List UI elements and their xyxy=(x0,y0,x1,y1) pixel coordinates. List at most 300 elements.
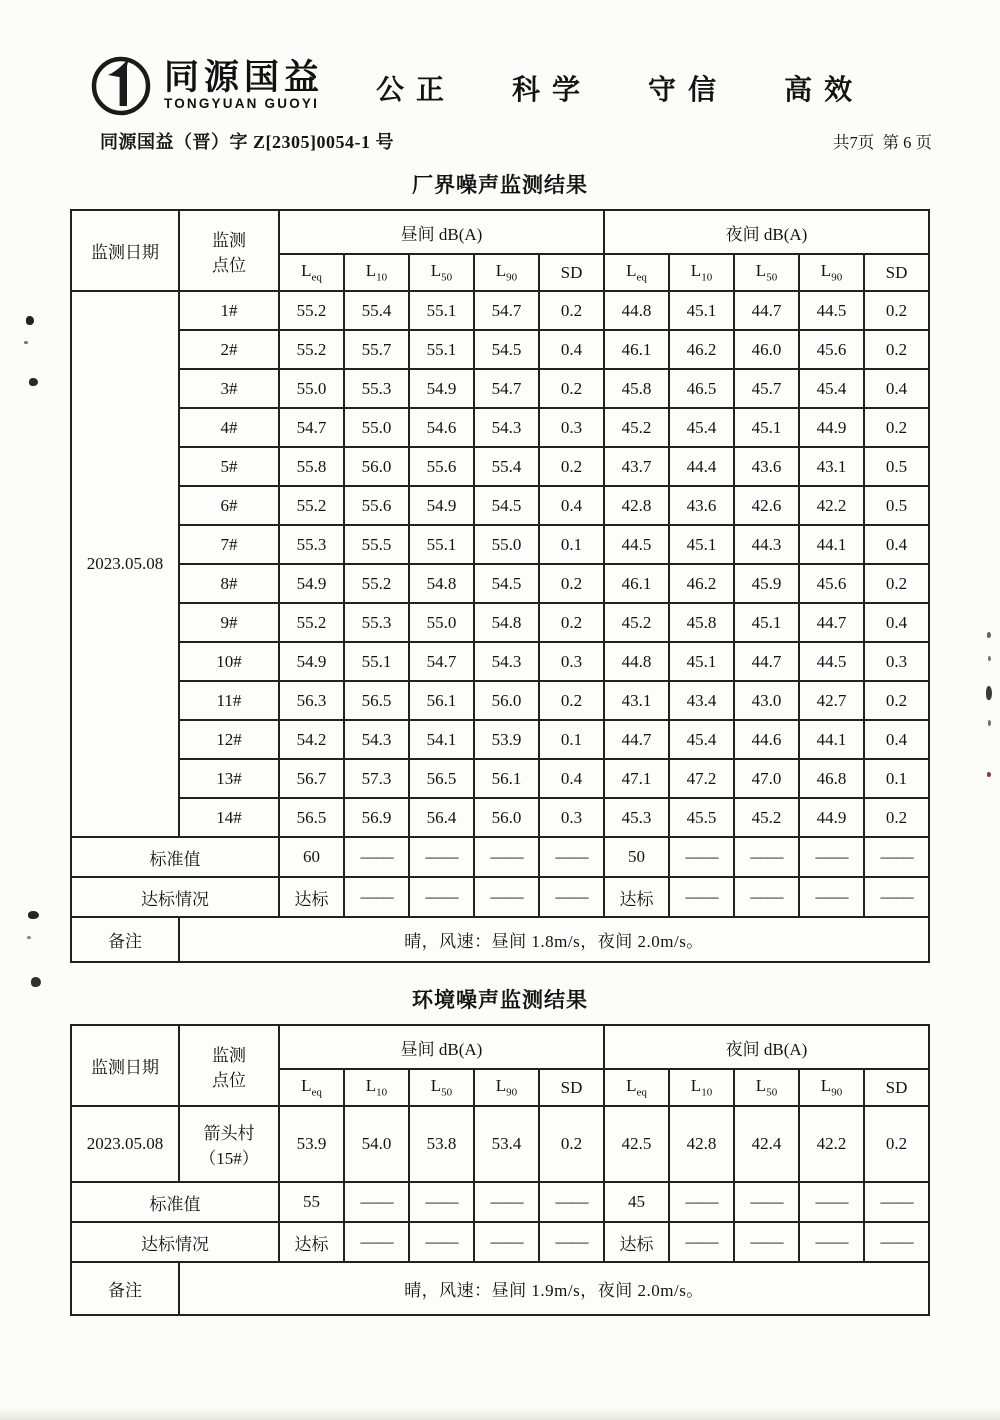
scan-artifact xyxy=(29,378,38,386)
cell-point xyxy=(179,291,279,330)
cell-night-value: 45.2 xyxy=(734,798,799,837)
header-metric: SD xyxy=(539,254,604,291)
cell-day-value: 53.9 xyxy=(279,1106,344,1182)
cell-point-line: 9# xyxy=(220,612,238,632)
cell-night-value: 42.2 xyxy=(799,486,864,525)
cell-night-value: 45.6 xyxy=(799,564,864,603)
cell-day-value: 55.1 xyxy=(409,291,474,330)
standard-value: —— xyxy=(539,837,604,877)
cell-day-value: 56.0 xyxy=(344,447,409,486)
cell-night-value: 42.5 xyxy=(604,1106,669,1182)
compliance-value: —— xyxy=(799,1222,864,1262)
header-point xyxy=(179,210,279,291)
compliance-value: 达标 xyxy=(604,1222,669,1262)
cell-night-value: 44.1 xyxy=(799,720,864,759)
scan-artifact xyxy=(27,936,31,939)
header-point-line: 点位 xyxy=(211,255,246,275)
table-row xyxy=(71,720,929,759)
compliance-value: —— xyxy=(344,1222,409,1262)
factory-noise-table xyxy=(70,209,930,963)
table-row xyxy=(71,681,929,720)
cell-day-value: 54.6 xyxy=(409,408,474,447)
cell-day-value: 0.2 xyxy=(539,369,604,408)
cell-night-value: 45.8 xyxy=(604,369,669,408)
table-row xyxy=(71,603,929,642)
cell-night-value: 46.8 xyxy=(799,759,864,798)
table-row xyxy=(71,759,929,798)
cell-night-value: 45.1 xyxy=(669,525,734,564)
header-metric: SD xyxy=(864,1069,929,1106)
cell-point-line: 7# xyxy=(220,534,238,554)
cell-night-value: 44.4 xyxy=(669,447,734,486)
table-row xyxy=(71,291,929,330)
cell-night-value: 46.2 xyxy=(669,564,734,603)
document-number: 同源国益（晋）字 Z[2305]0054-1 号 xyxy=(100,132,394,152)
standard-value: —— xyxy=(344,1182,409,1222)
cell-point xyxy=(179,525,279,564)
standard-value: —— xyxy=(864,1182,929,1222)
cell-day-value: 55.0 xyxy=(409,603,474,642)
standard-value: —— xyxy=(864,837,929,877)
cell-night-value: 46.1 xyxy=(604,330,669,369)
header-point-line: 监测 xyxy=(211,230,246,250)
cell-night-value: 45.4 xyxy=(799,369,864,408)
cell-day-value: 0.2 xyxy=(539,447,604,486)
standard-value: —— xyxy=(539,1182,604,1222)
header-metric: $L_{90}$ xyxy=(474,254,539,291)
cell-night-value: 47.1 xyxy=(604,759,669,798)
remark-text: 晴，风速：昼间 1.9m/s，夜间 2.0m/s。 xyxy=(179,1262,929,1315)
cell-night-value: 42.2 xyxy=(799,1106,864,1182)
scan-artifact xyxy=(986,686,992,700)
cell-point-line: 5# xyxy=(220,456,238,476)
cell-day-value: 55.4 xyxy=(474,447,539,486)
cell-night-value: 44.6 xyxy=(734,720,799,759)
compliance-value: —— xyxy=(734,877,799,917)
cell-night-value: 45.1 xyxy=(734,408,799,447)
scan-artifact xyxy=(28,911,39,919)
cell-night-value: 42.8 xyxy=(604,486,669,525)
cell-day-value: 0.2 xyxy=(539,564,604,603)
cell-day-value: 54.3 xyxy=(474,642,539,681)
doc-info-row xyxy=(0,118,1000,154)
cell-day-value: 56.1 xyxy=(409,681,474,720)
header-metric: $L_{eq}$ xyxy=(279,1069,344,1106)
cell-night-value: 0.2 xyxy=(864,291,929,330)
remark-row xyxy=(71,1262,929,1315)
compliance-value: —— xyxy=(409,1222,474,1262)
cell-date: 2023.05.08 xyxy=(71,1106,179,1182)
cell-night-value: 47.2 xyxy=(669,759,734,798)
standard-value: 45 xyxy=(604,1182,669,1222)
standard-value: —— xyxy=(669,837,734,877)
cell-night-value: 43.6 xyxy=(734,447,799,486)
cell-point-line: 1# xyxy=(220,300,238,320)
cell-day-value: 55.7 xyxy=(344,330,409,369)
cell-day-value: 56.9 xyxy=(344,798,409,837)
header-metric: $L_{eq}$ xyxy=(604,1069,669,1106)
cell-point xyxy=(179,720,279,759)
standard-value: 55 xyxy=(279,1182,344,1222)
factory-noise-title: 厂界噪声监测结果 xyxy=(412,173,588,197)
cell-night-value: 44.7 xyxy=(799,603,864,642)
cell-point xyxy=(179,486,279,525)
cell-night-value: 0.2 xyxy=(864,798,929,837)
header-point xyxy=(179,1025,279,1106)
compliance-value: —— xyxy=(669,877,734,917)
cell-night-value: 42.6 xyxy=(734,486,799,525)
cell-day-value: 53.4 xyxy=(474,1106,539,1182)
cell-day-value: 56.5 xyxy=(344,681,409,720)
scan-edge-band xyxy=(0,1408,1000,1420)
cell-day-value: 54.9 xyxy=(409,486,474,525)
table-header-row xyxy=(71,210,929,254)
cell-night-value: 45.2 xyxy=(604,408,669,447)
slogan xyxy=(376,68,864,108)
cell-day-value: 53.9 xyxy=(474,720,539,759)
cell-point xyxy=(179,369,279,408)
company-name-zh: 同源国益 xyxy=(164,57,325,97)
scan-artifact xyxy=(26,316,34,325)
header-metric: $L_{10}$ xyxy=(669,1069,734,1106)
scan-artifact xyxy=(988,656,991,661)
company-logo-icon xyxy=(88,52,154,118)
header-metric: SD xyxy=(864,254,929,291)
header-metric: $L_{90}$ xyxy=(799,1069,864,1106)
cell-night-value: 45.1 xyxy=(669,642,734,681)
cell-night-value: 0.2 xyxy=(864,1106,929,1182)
cell-day-value: 55.0 xyxy=(474,525,539,564)
cell-point xyxy=(179,759,279,798)
header-metric: $L_{eq}$ xyxy=(279,254,344,291)
header-day-group: 昼间 dB(A) xyxy=(279,1025,604,1069)
cell-day-value: 0.2 xyxy=(539,681,604,720)
cell-night-value: 0.4 xyxy=(864,525,929,564)
cell-day-value: 55.2 xyxy=(279,330,344,369)
report-header xyxy=(0,0,1000,118)
cell-day-value: 55.2 xyxy=(344,564,409,603)
cell-night-value: 44.9 xyxy=(799,408,864,447)
standard-value: —— xyxy=(474,837,539,877)
cell-night-value: 43.6 xyxy=(669,486,734,525)
slogan-item: 科学 xyxy=(512,75,593,106)
cell-night-value: 45.1 xyxy=(734,603,799,642)
cell-night-value: 45.9 xyxy=(734,564,799,603)
cell-day-value: 0.3 xyxy=(539,798,604,837)
cell-day-value: 55.1 xyxy=(409,330,474,369)
ambient-noise-title: 环境噪声监测结果 xyxy=(412,988,588,1012)
cell-day-value: 57.3 xyxy=(344,759,409,798)
compliance-value: —— xyxy=(539,1222,604,1262)
standard-value: 50 xyxy=(604,837,669,877)
cell-day-value: 0.1 xyxy=(539,720,604,759)
header-point-line: 点位 xyxy=(211,1070,246,1090)
header-night-group: 夜间 dB(A) xyxy=(604,1025,929,1069)
cell-night-value: 45.5 xyxy=(669,798,734,837)
cell-day-value: 54.5 xyxy=(474,564,539,603)
cell-night-value: 45.3 xyxy=(604,798,669,837)
cell-point xyxy=(179,681,279,720)
slogan-item: 守信 xyxy=(648,75,729,106)
remark-row xyxy=(71,917,929,962)
logo-text xyxy=(164,57,325,111)
cell-night-value: 43.1 xyxy=(604,681,669,720)
table-row xyxy=(71,486,929,525)
cell-night-value: 0.1 xyxy=(864,759,929,798)
cell-night-value: 0.2 xyxy=(864,564,929,603)
cell-point-line: 2# xyxy=(220,339,238,359)
compliance-value: —— xyxy=(799,877,864,917)
standard-value: —— xyxy=(409,837,474,877)
scan-artifact xyxy=(31,977,41,987)
cell-day-value: 55.8 xyxy=(279,447,344,486)
table-row xyxy=(71,447,929,486)
page-number: 共7页 第 6 页 xyxy=(833,133,932,152)
cell-day-value: 0.3 xyxy=(539,408,604,447)
cell-point-line: 3# xyxy=(220,378,238,398)
cell-night-value: 46.0 xyxy=(734,330,799,369)
table-row xyxy=(71,369,929,408)
cell-night-value: 44.9 xyxy=(799,798,864,837)
standard-row xyxy=(71,1182,929,1222)
cell-day-value: 0.4 xyxy=(539,759,604,798)
ambient-noise-table xyxy=(70,1024,930,1316)
cell-day-value: 0.2 xyxy=(539,603,604,642)
compliance-value: —— xyxy=(474,1222,539,1262)
standard-value: —— xyxy=(409,1182,474,1222)
remark-label: 备注 xyxy=(71,917,179,962)
cell-point xyxy=(179,330,279,369)
table-row xyxy=(71,330,929,369)
cell-day-value: 54.3 xyxy=(344,720,409,759)
cell-day-value: 55.4 xyxy=(344,291,409,330)
cell-night-value: 0.4 xyxy=(864,603,929,642)
cell-day-value: 54.0 xyxy=(344,1106,409,1182)
header-day-group: 昼间 dB(A) xyxy=(279,210,604,254)
standard-value: —— xyxy=(669,1182,734,1222)
compliance-value: —— xyxy=(409,877,474,917)
header-metric: $L_{10}$ xyxy=(669,254,734,291)
cell-day-value: 55.6 xyxy=(344,486,409,525)
compliance-value: —— xyxy=(669,1222,734,1262)
header-date: 监测日期 xyxy=(71,1025,179,1106)
standard-label: 标准值 xyxy=(71,837,279,877)
standard-value: —— xyxy=(799,837,864,877)
cell-day-value: 55.2 xyxy=(279,486,344,525)
cell-day-value: 56.3 xyxy=(279,681,344,720)
standard-value: —— xyxy=(474,1182,539,1222)
cell-night-value: 46.5 xyxy=(669,369,734,408)
cell-night-value: 44.3 xyxy=(734,525,799,564)
cell-day-value: 0.2 xyxy=(539,1106,604,1182)
compliance-value: —— xyxy=(539,877,604,917)
table-row xyxy=(71,642,929,681)
cell-day-value: 54.8 xyxy=(409,564,474,603)
cell-day-value: 0.4 xyxy=(539,330,604,369)
cell-night-value: 43.1 xyxy=(799,447,864,486)
cell-night-value: 43.0 xyxy=(734,681,799,720)
cell-night-value: 45.4 xyxy=(669,720,734,759)
brand xyxy=(88,52,324,118)
cell-day-value: 54.9 xyxy=(279,642,344,681)
header-night-group: 夜间 dB(A) xyxy=(604,210,929,254)
compliance-value: —— xyxy=(474,877,539,917)
cell-day-value: 56.4 xyxy=(409,798,474,837)
cell-point xyxy=(179,603,279,642)
cell-night-value: 44.5 xyxy=(799,642,864,681)
cell-day-value: 55.0 xyxy=(279,369,344,408)
cell-day-value: 54.9 xyxy=(409,369,474,408)
standard-value: —— xyxy=(799,1182,864,1222)
cell-day-value: 56.5 xyxy=(279,798,344,837)
cell-night-value: 0.4 xyxy=(864,720,929,759)
cell-day-value: 56.5 xyxy=(409,759,474,798)
cell-day-value: 55.3 xyxy=(279,525,344,564)
cell-day-value: 0.2 xyxy=(539,291,604,330)
compliance-value: 达标 xyxy=(604,877,669,917)
cell-day-value: 0.4 xyxy=(539,486,604,525)
header-date: 监测日期 xyxy=(71,210,179,291)
cell-day-value: 54.1 xyxy=(409,720,474,759)
cell-night-value: 45.6 xyxy=(799,330,864,369)
compliance-value: 达标 xyxy=(279,877,344,917)
standard-value: 60 xyxy=(279,837,344,877)
scan-artifact xyxy=(987,772,991,777)
cell-day-value: 56.7 xyxy=(279,759,344,798)
remark-label: 备注 xyxy=(71,1262,179,1315)
cell-day-value: 56.0 xyxy=(474,798,539,837)
cell-night-value: 47.0 xyxy=(734,759,799,798)
compliance-label: 达标情况 xyxy=(71,1222,279,1262)
header-metric: $L_{90}$ xyxy=(474,1069,539,1106)
cell-night-value: 43.4 xyxy=(669,681,734,720)
table-row xyxy=(71,564,929,603)
cell-night-value: 44.7 xyxy=(604,720,669,759)
compliance-row xyxy=(71,877,929,917)
slogan-item: 公正 xyxy=(376,75,457,106)
cell-night-value: 0.3 xyxy=(864,642,929,681)
compliance-value: —— xyxy=(734,1222,799,1262)
standard-value: —— xyxy=(734,1182,799,1222)
header-metric: $L_{10}$ xyxy=(344,254,409,291)
cell-point xyxy=(179,408,279,447)
cell-point-line: 4# xyxy=(220,417,238,437)
cell-point-line: 12# xyxy=(216,729,242,749)
cell-night-value: 44.8 xyxy=(604,291,669,330)
cell-night-value: 45.8 xyxy=(669,603,734,642)
cell-night-value: 45.1 xyxy=(669,291,734,330)
cell-point-line: 14# xyxy=(216,807,242,827)
cell-point xyxy=(179,447,279,486)
company-name-en: TONGYUAN GUOYI xyxy=(164,95,320,111)
scan-artifact xyxy=(987,632,991,638)
header-metric: $L_{50}$ xyxy=(734,254,799,291)
cell-night-value: 44.5 xyxy=(604,525,669,564)
cell-point-line: 8# xyxy=(220,573,238,593)
cell-day-value: 0.1 xyxy=(539,525,604,564)
table-header-row xyxy=(71,1025,929,1069)
cell-night-value: 0.2 xyxy=(864,408,929,447)
cell-day-value: 54.2 xyxy=(279,720,344,759)
cell-night-value: 44.1 xyxy=(799,525,864,564)
compliance-row xyxy=(71,1222,929,1262)
table-row xyxy=(71,525,929,564)
cell-night-value: 0.2 xyxy=(864,681,929,720)
table-row xyxy=(71,798,929,837)
cell-night-value: 44.7 xyxy=(734,291,799,330)
cell-night-value: 45.7 xyxy=(734,369,799,408)
cell-day-value: 54.9 xyxy=(279,564,344,603)
cell-night-value: 0.5 xyxy=(864,486,929,525)
compliance-value: —— xyxy=(864,1222,929,1262)
cell-day-value: 0.3 xyxy=(539,642,604,681)
cell-day-value: 54.3 xyxy=(474,408,539,447)
cell-night-value: 46.1 xyxy=(604,564,669,603)
header-metric: $L_{50}$ xyxy=(409,1069,474,1106)
cell-point xyxy=(179,798,279,837)
cell-day-value: 55.1 xyxy=(409,525,474,564)
cell-night-value: 45.2 xyxy=(604,603,669,642)
cell-day-value: 55.1 xyxy=(344,642,409,681)
header-point-line: 监测 xyxy=(211,1045,246,1065)
cell-night-value: 44.5 xyxy=(799,291,864,330)
standard-label: 标准值 xyxy=(71,1182,279,1222)
remark-text: 晴，风速：昼间 1.8m/s，夜间 2.0m/s。 xyxy=(179,917,929,962)
cell-night-value: 42.4 xyxy=(734,1106,799,1182)
cell-point xyxy=(179,1106,279,1182)
cell-night-value: 44.7 xyxy=(734,642,799,681)
cell-day-value: 54.7 xyxy=(474,369,539,408)
scan-artifact xyxy=(24,341,28,344)
cell-day-value: 54.5 xyxy=(474,330,539,369)
table-row xyxy=(71,408,929,447)
cell-point xyxy=(179,564,279,603)
cell-day-value: 54.7 xyxy=(474,291,539,330)
cell-day-value: 54.7 xyxy=(409,642,474,681)
cell-night-value: 44.8 xyxy=(604,642,669,681)
cell-point-line: 箭头村 xyxy=(203,1124,255,1143)
compliance-value: —— xyxy=(864,877,929,917)
header-metric: $L_{10}$ xyxy=(344,1069,409,1106)
cell-day-value: 56.0 xyxy=(474,681,539,720)
header-metric: $L_{50}$ xyxy=(734,1069,799,1106)
header-metric: $L_{50}$ xyxy=(409,254,474,291)
cell-night-value: 0.5 xyxy=(864,447,929,486)
cell-day-value: 54.8 xyxy=(474,603,539,642)
cell-night-value: 0.2 xyxy=(864,330,929,369)
standard-value: —— xyxy=(344,837,409,877)
cell-night-value: 42.8 xyxy=(669,1106,734,1182)
cell-point-line: 10# xyxy=(216,651,242,671)
header-metric: $L_{eq}$ xyxy=(604,254,669,291)
cell-night-value: 42.7 xyxy=(799,681,864,720)
cell-point xyxy=(179,642,279,681)
cell-day-value: 55.5 xyxy=(344,525,409,564)
cell-day-value: 55.3 xyxy=(344,369,409,408)
cell-night-value: 46.2 xyxy=(669,330,734,369)
compliance-value: —— xyxy=(344,877,409,917)
cell-day-value: 55.2 xyxy=(279,291,344,330)
cell-day-value: 54.5 xyxy=(474,486,539,525)
slogan-item: 高效 xyxy=(784,75,865,106)
table-row xyxy=(71,1106,929,1182)
compliance-label: 达标情况 xyxy=(71,877,279,917)
cell-day-value: 55.6 xyxy=(409,447,474,486)
cell-day-value: 56.1 xyxy=(474,759,539,798)
standard-value: —— xyxy=(734,837,799,877)
cell-day-value: 53.8 xyxy=(409,1106,474,1182)
cell-point-line: 11# xyxy=(216,690,242,710)
